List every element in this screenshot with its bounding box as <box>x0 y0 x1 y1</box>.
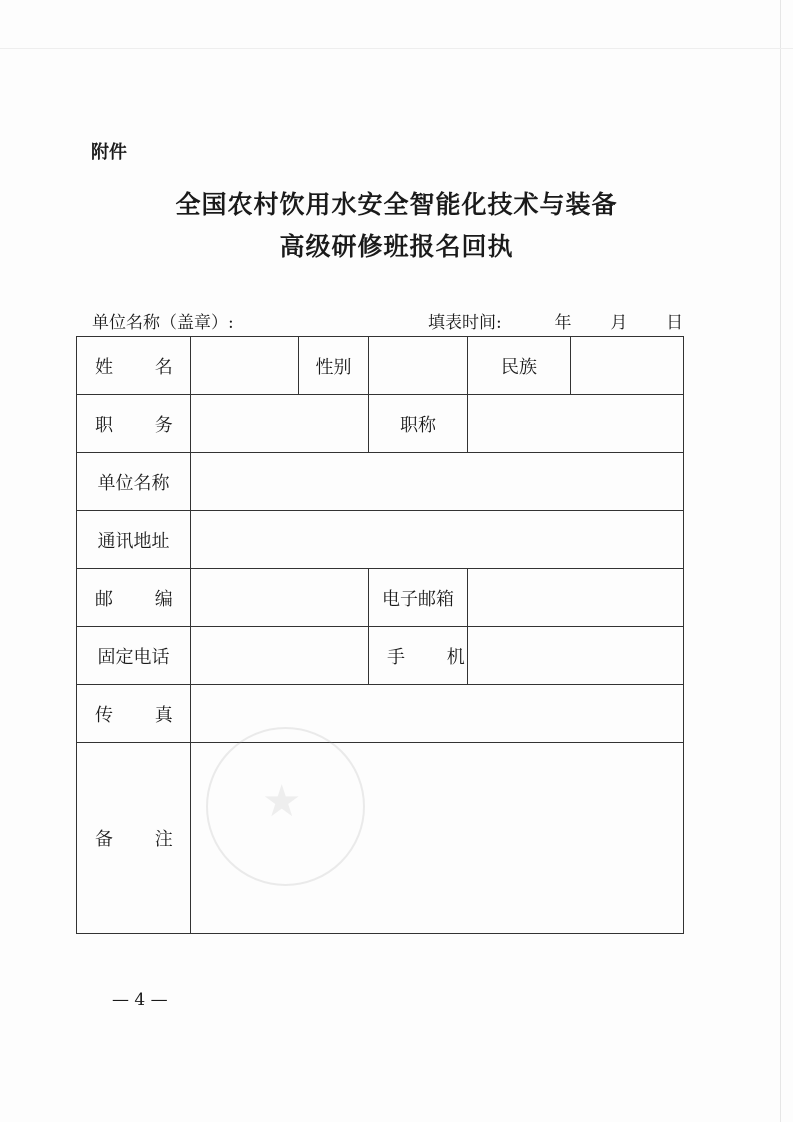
ethnicity-field[interactable] <box>571 337 684 395</box>
remarks-label: 备 注 <box>77 743 191 934</box>
page-number: — 4 — <box>112 990 168 1010</box>
mobile-label: 手 机 <box>369 627 468 685</box>
scan-edge-line <box>780 0 781 1122</box>
table-row <box>77 511 684 569</box>
document-title-line1: 全国农村饮用水安全智能化技术与装备 <box>175 190 618 219</box>
unit-name-label: 单位名称 <box>77 453 191 511</box>
fill-time-label: 填表时间: <box>428 313 502 333</box>
address-field[interactable] <box>191 511 684 569</box>
position-field[interactable] <box>191 395 369 453</box>
table-row <box>77 453 684 511</box>
address-label: 通讯地址 <box>77 511 191 569</box>
table-row <box>77 569 684 627</box>
title-label: 职称 <box>369 395 468 453</box>
title-field[interactable] <box>468 395 684 453</box>
landline-field[interactable] <box>191 627 369 685</box>
table-row <box>77 685 684 743</box>
fill-date-row <box>428 308 683 333</box>
ethnicity-label: 民族 <box>468 337 571 395</box>
month-label: 月 <box>610 313 628 333</box>
postcode-field[interactable] <box>191 569 369 627</box>
annex-label: 附件 <box>91 142 127 163</box>
position-label: 职 务 <box>77 395 191 453</box>
name-field[interactable] <box>191 337 299 395</box>
gender-label: 性别 <box>299 337 369 395</box>
postcode-label: 邮 编 <box>77 569 191 627</box>
year-label: 年 <box>554 313 572 333</box>
table-row <box>77 743 684 934</box>
document-title-line2: 高级研修班报名回执 <box>279 232 514 261</box>
fax-label: 传 真 <box>77 685 191 743</box>
seal-star-icon: ★ <box>262 776 302 827</box>
day-label: 日 <box>666 313 684 333</box>
landline-label: 固定电话 <box>77 627 191 685</box>
email-label: 电子邮箱 <box>369 569 468 627</box>
email-field[interactable] <box>468 569 684 627</box>
name-label: 姓 名 <box>77 337 191 395</box>
scan-edge-line <box>0 48 793 49</box>
unit-name-seal-label: 单位名称（盖章）: <box>92 313 234 333</box>
unit-name-field[interactable] <box>191 453 684 511</box>
gender-field[interactable] <box>369 337 468 395</box>
table-row <box>77 395 684 453</box>
table-row <box>77 337 684 395</box>
registration-form-table <box>76 336 684 934</box>
mobile-field[interactable] <box>468 627 684 685</box>
table-row <box>77 627 684 685</box>
